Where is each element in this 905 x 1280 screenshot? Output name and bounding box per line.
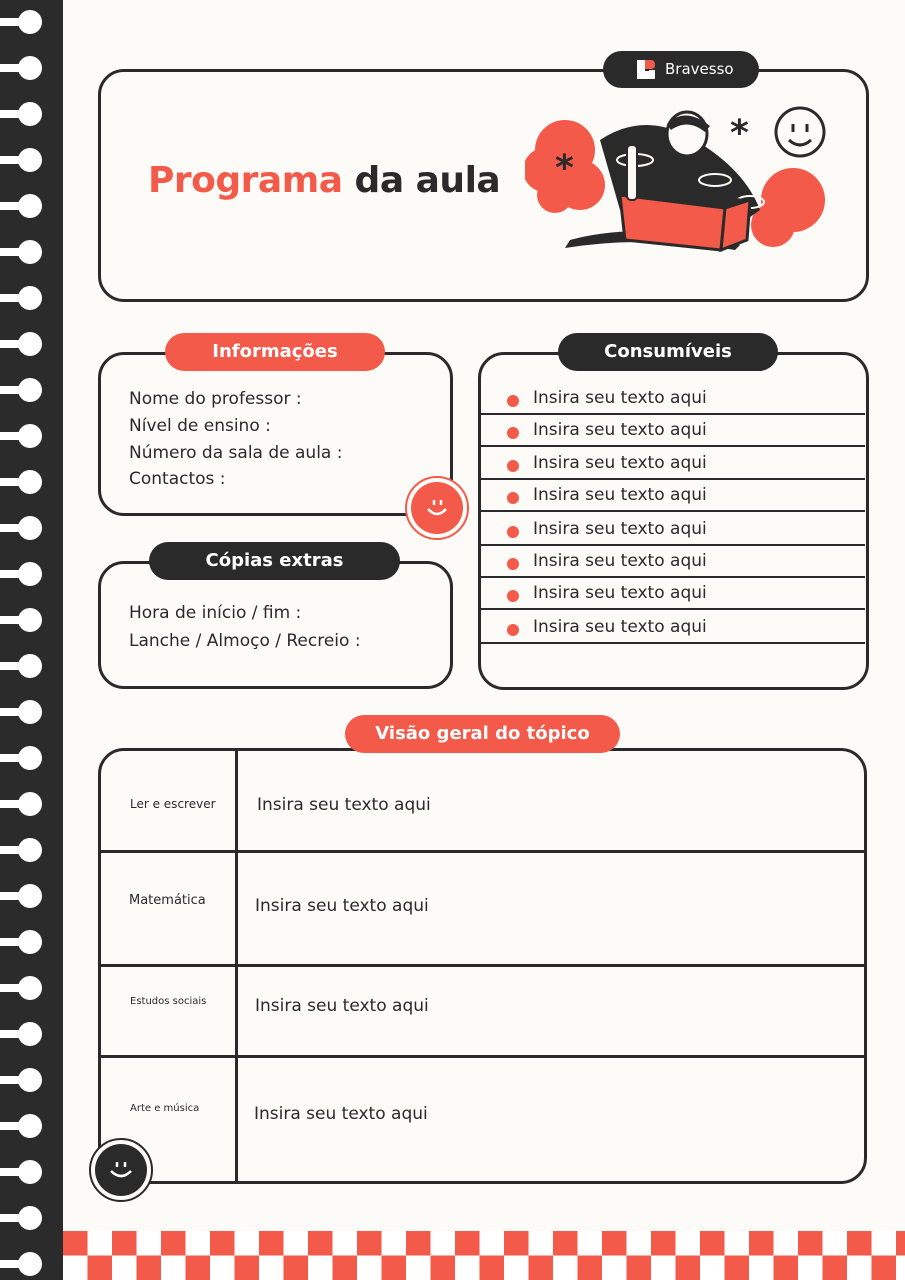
consumable-text: Insira seu texto aqui: [533, 388, 707, 408]
topics-label: Visão geral do tópico: [345, 715, 620, 753]
svg-text:*: *: [730, 113, 749, 154]
copies-card: [98, 561, 453, 689]
topic-subject: Ler e escrever: [130, 797, 216, 811]
info-line-level: Nível de ensino :: [129, 416, 271, 436]
info-line-teacher: Nome do professor :: [129, 389, 302, 409]
spiral-ring: [0, 422, 44, 450]
consumable-text: Insira seu texto aqui: [533, 583, 707, 603]
spiral-ring: [0, 100, 44, 128]
consumable-item: [480, 578, 865, 610]
page-title: [148, 160, 500, 201]
spiral-ring: [0, 652, 44, 680]
topic-value: Insira seu texto aqui: [255, 896, 429, 916]
spiral-ring: [0, 1204, 44, 1232]
consumable-item: [480, 480, 865, 512]
smiley-red-icon: [404, 475, 470, 541]
title-accent: Programa: [148, 160, 343, 201]
topic-subject: Arte e música: [130, 1103, 200, 1114]
spiral-ring: [0, 974, 44, 1002]
topic-subject: Estudos sociais: [130, 996, 207, 1007]
spiral-ring: [0, 8, 44, 36]
consumable-text: Insira seu texto aqui: [533, 519, 707, 539]
consumable-item: [480, 383, 865, 415]
consumable-text: Insira seu texto aqui: [533, 485, 707, 505]
consumable-item: [480, 612, 865, 644]
bullet-icon: [507, 492, 519, 504]
topics-row-divider: [100, 850, 864, 853]
smiley-dark-icon: [88, 1137, 154, 1203]
bullet-icon: [507, 427, 519, 439]
consumable-item: [480, 546, 865, 578]
copies-line-time: Hora de início / fim :: [129, 603, 302, 623]
spiral-ring: [0, 54, 44, 82]
spiral-ring: [0, 330, 44, 358]
copies-line-break: Lanche / Almoço / Recreio :: [129, 631, 361, 651]
topic-value: Insira seu texto aqui: [257, 795, 431, 815]
spiral-ring: [0, 560, 44, 588]
spiral-ring: [0, 1250, 44, 1278]
brand-name: Bravesso: [665, 60, 734, 78]
spiral-ring: [0, 606, 44, 634]
spiral-ring: [0, 698, 44, 726]
consumable-item: [480, 514, 865, 546]
spiral-ring: [0, 882, 44, 910]
topic-value: Insira seu texto aqui: [254, 1104, 428, 1124]
info-line-contacts: Contactos :: [129, 469, 226, 489]
topics-row-divider: [100, 964, 864, 967]
bullet-icon: [507, 624, 519, 636]
info-label: Informações: [165, 333, 385, 371]
consumables-label: Consumíveis: [558, 333, 778, 371]
checkered-footer-pattern: [63, 1231, 905, 1280]
bullet-icon: [507, 460, 519, 472]
bullet-icon: [507, 526, 519, 538]
title-rest: da aula: [354, 160, 501, 201]
consumable-item: [480, 448, 865, 480]
consumable-text: Insira seu texto aqui: [533, 617, 707, 637]
spiral-ring: [0, 1158, 44, 1186]
consumable-text: Insira seu texto aqui: [533, 420, 707, 440]
topics-row-divider: [100, 1055, 864, 1058]
consumable-text: Insira seu texto aqui: [533, 551, 707, 571]
spiral-ring: [0, 744, 44, 772]
brand-badge: [603, 51, 759, 88]
topic-value: Insira seu texto aqui: [255, 996, 429, 1016]
spiral-ring: [0, 284, 44, 312]
svg-text:*: *: [555, 148, 574, 189]
teacher-with-box-illustration: [525, 100, 835, 270]
spiral-ring: [0, 1066, 44, 1094]
bullet-icon: [507, 395, 519, 407]
spiral-ring: [0, 928, 44, 956]
copies-label: Cópias extras: [149, 542, 400, 580]
spiral-ring: [0, 514, 44, 542]
topic-subject: Matemática: [129, 893, 206, 908]
spiral-ring: [0, 192, 44, 220]
spiral-ring: [0, 836, 44, 864]
brand-logo-icon: [637, 60, 655, 79]
consumable-text: Insira seu texto aqui: [533, 453, 707, 473]
spiral-ring: [0, 468, 44, 496]
spiral-ring: [0, 790, 44, 818]
spiral-ring: [0, 1020, 44, 1048]
notebook-spine: [0, 0, 63, 1280]
info-line-room: Número da sala de aula :: [129, 443, 343, 463]
spiral-ring: [0, 376, 44, 404]
spiral-ring: [0, 146, 44, 174]
bullet-icon: [507, 558, 519, 570]
spiral-ring: [0, 1112, 44, 1140]
consumable-item: [480, 415, 865, 447]
bullet-icon: [507, 590, 519, 602]
spiral-ring: [0, 238, 44, 266]
